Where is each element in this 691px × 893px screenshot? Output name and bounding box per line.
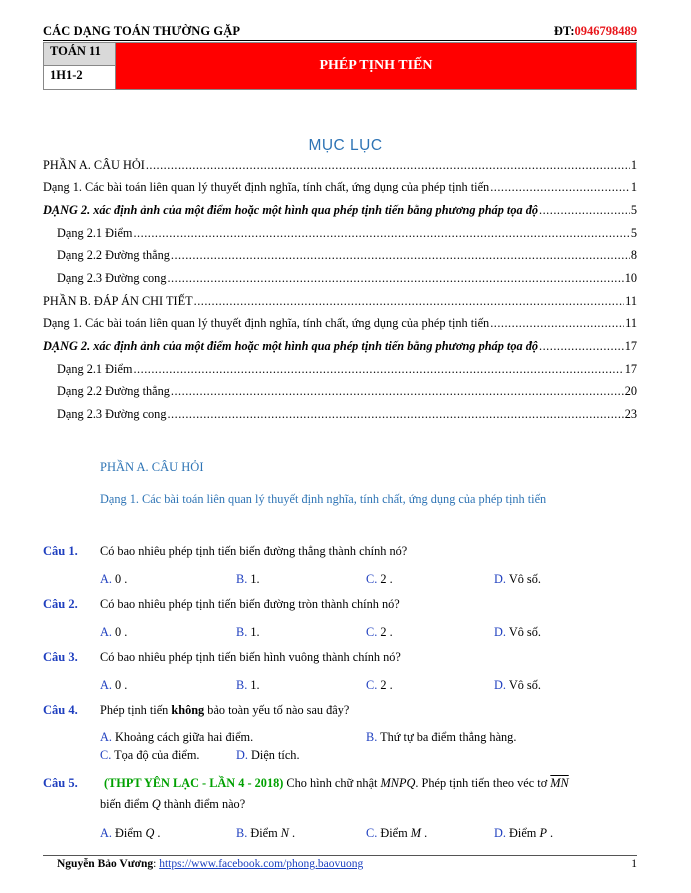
- option-a[interactable]: A. Điểm Q .: [100, 826, 161, 840]
- toc-item[interactable]: Dạng 2.3 Đường cong ..... 10: [57, 271, 637, 293]
- header-title: CÁC DẠNG TOÁN THƯỜNG GẶP: [43, 24, 241, 38]
- footer-divider: [43, 855, 637, 856]
- option-b[interactable]: B. 1.: [236, 625, 260, 639]
- header-divider: [43, 40, 637, 41]
- toc-item[interactable]: Dạng 1. Các bài toán liên quan lý thuyết định nghĩa, tính chất, ứng dụng của phép tịnh tiến ..... 11: [43, 316, 637, 338]
- option-d[interactable]: D. Điểm P .: [494, 826, 554, 840]
- option-b[interactable]: B. Điểm N .: [236, 826, 296, 840]
- question-text: (THPT YÊN LẠC - LẦN 4 - 2018) Cho hình chữ nhật MNPQ. Phép tịnh tiến theo véc tơ $\overline{MN}$: [104, 776, 569, 790]
- chapter-title-cell: [116, 43, 636, 89]
- question-source: (THPT YÊN LẠC - LẦN 4 - 2018): [104, 776, 284, 790]
- option-c[interactable]: C. 2 .: [366, 625, 393, 639]
- header-phone: [554, 24, 637, 39]
- option-d[interactable]: D. Vô số.: [494, 678, 541, 692]
- option-d[interactable]: D. Diện tích.: [236, 748, 300, 762]
- question-number: Câu 2.: [43, 597, 78, 611]
- footer-author: Nguyễn Bảo Vương: https://www.facebook.com/phong.baovuong: [57, 858, 364, 870]
- toc-item[interactable]: DẠNG 2. xác định ảnh của một điểm hoặc một hình qua phép tịnh tiến bằng phương pháp tọa độ ..... 5: [43, 203, 637, 225]
- option-a[interactable]: A. Khoảng cách giữa hai điểm.: [100, 730, 254, 744]
- part-heading: PHẦN A. CÂU HỎI: [100, 460, 204, 474]
- option-b[interactable]: B. Thứ tự ba điểm thẳng hàng.: [366, 730, 517, 744]
- subject-cell: TOÁN 11: [44, 43, 116, 66]
- question-text: Có bao nhiêu phép tịnh tiến biến đường thẳng thành chính nó?: [100, 544, 408, 558]
- option-a[interactable]: A. 0 .: [100, 625, 128, 639]
- type-heading: Dạng 1. Các bài toán liên quan lý thuyết định nghĩa, tính chất, ứng dụng của phép tịnh tiến: [100, 492, 547, 506]
- phone-number: 0946798489: [574, 24, 637, 38]
- question-number: Câu 3.: [43, 650, 78, 664]
- question-text-line2: biến điểm Q thành điểm nào?: [100, 797, 246, 811]
- option-c[interactable]: C. Điểm M .: [366, 826, 428, 840]
- question-text: Phép tịnh tiến không bảo toàn yếu tố nào sau đây?: [100, 703, 350, 717]
- facebook-link[interactable]: https://www.facebook.com/phong.baovuong: [159, 858, 364, 870]
- page-number: 1: [631, 858, 637, 870]
- option-b[interactable]: B. 1.: [236, 678, 260, 692]
- option-c[interactable]: C. Tọa độ của điểm.: [100, 748, 200, 762]
- toc-item[interactable]: Dạng 1. Các bài toán liên quan lý thuyết định nghĩa, tính chất, ứng dụng của phép tịnh tiến ..... 1: [43, 180, 637, 202]
- option-d[interactable]: D. Vô số.: [494, 572, 541, 586]
- toc-item[interactable]: PHẦN B. ĐÁP ÁN CHI TIẾT ..... 11: [43, 294, 637, 316]
- option-c[interactable]: C. 2 .: [366, 678, 393, 692]
- chapter-title: PHÉP TỊNH TIẾN: [319, 58, 433, 73]
- phone-label: ĐT:: [553, 24, 575, 38]
- option-a[interactable]: A. 0 .: [100, 678, 128, 692]
- toc-item[interactable]: Dạng 2.1 Điểm ..... 5: [57, 226, 637, 248]
- option-b[interactable]: B. 1.: [236, 572, 260, 586]
- question-number: Câu 1.: [43, 544, 78, 558]
- toc-item[interactable]: Dạng 2.3 Đường cong ..... 23: [57, 407, 637, 429]
- option-c[interactable]: C. 2 .: [366, 572, 393, 586]
- title-box: [43, 42, 637, 90]
- vector-mn: $\overline{MN}$: [550, 776, 569, 790]
- toc-item[interactable]: DẠNG 2. xác định ảnh của một điểm hoặc một hình qua phép tịnh tiến bằng phương pháp tọa độ ..... 17: [43, 339, 637, 361]
- toc-item[interactable]: PHẦN A. CÂU HỎI ..... 1: [43, 158, 637, 180]
- code-cell: 1H1-2: [44, 66, 116, 89]
- question-text: Có bao nhiêu phép tịnh tiến biến đường tròn thành chính nó?: [100, 597, 400, 611]
- question-number: Câu 4.: [43, 703, 78, 717]
- toc-item[interactable]: Dạng 2.1 Điểm ..... 17: [57, 362, 637, 384]
- option-a[interactable]: A. 0 .: [100, 572, 128, 586]
- question-text: Có bao nhiêu phép tịnh tiến biến hình vuông thành chính nó?: [100, 650, 401, 664]
- option-d[interactable]: D. Vô số.: [494, 625, 541, 639]
- toc-heading: MỤC LỤC: [308, 137, 383, 154]
- toc-item[interactable]: Dạng 2.2 Đường thẳng ..... 8: [57, 248, 637, 270]
- question-number: Câu 5.: [43, 776, 78, 790]
- toc-item[interactable]: Dạng 2.2 Đường thẳng ..... 20: [57, 384, 637, 406]
